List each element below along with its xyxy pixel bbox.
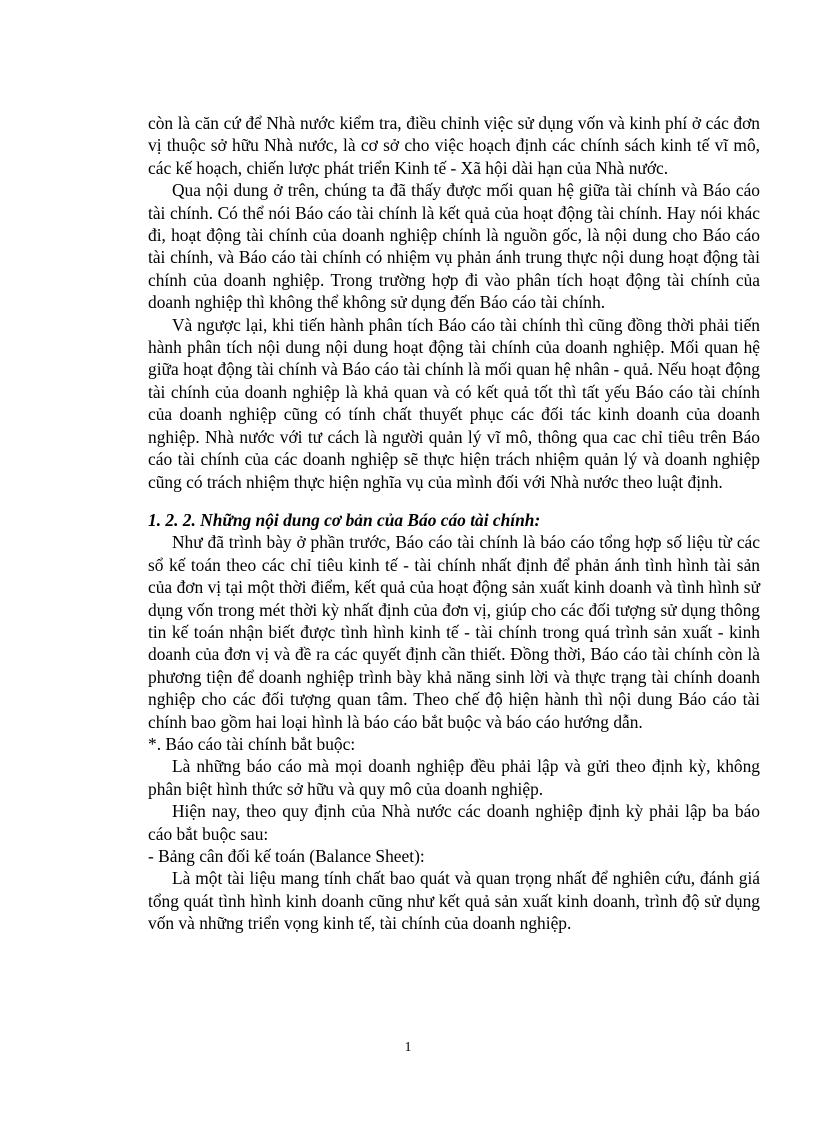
body-paragraph: Và ngược lại, khi tiến hành phân tích Báo cáo tài chính thì cũng đồng thời phải tiến hành phân tích nội dung nội dung hoạt động tài chính của doanh nghiệp. Mối quan hệ giữa hoạt động tài chính và Báo cáo tài chính là mối quan hệ nhân - quả. Nếu hoạt động tài chính của doanh nghiệp là khả quan và có kết quả tốt thì tất yếu Báo cáo tài chính của doanh nghiệp cũng có tính chất thuyết phục các đối tác kinh doanh của doanh nghiệp. Nhà nước với tư cách là người quản lý vĩ mô, thông qua cac chỉ tiêu trên Báo cáo tài chính của các doanh nghiệp sẽ thực hiện trách nhiệm quản lý và doanh nghiệp cũng có trách nhiệm thực hiện nghĩa vụ của mình đối với Nhà nước theo luật định. <box>148 314 760 492</box>
body-paragraph: Là những báo cáo mà mọi doanh nghiệp đều phải lập và gửi theo định kỳ, không phân biệt hình thức sở hữu và quy mô của doanh nghiệp. <box>148 756 760 799</box>
page-number: 1 <box>404 1040 412 1055</box>
list-item-heading: *. Báo cáo tài chính bắt buộc: <box>148 733 356 754</box>
body-paragraph: Như đã trình bày ở phần trước, Báo cáo tài chính là báo cáo tổng hợp số liệu từ các sổ kế toán theo các chỉ tiêu kinh tế - tài chính nhất định để phản ánh tình hình tài sản của đơn vị tại một thời điểm, kết quả của hoạt động sản xuất kinh doanh và tình hình sử dụng vốn trong mét thời kỳ nhất định của đơn vị, giúp cho các đối tượng sử dụng thông tin kế toán nhận biết được tình hình kinh tế - tài chính trong quá trình sản xuất - kinh doanh của đơn vị và đề ra các quyết định cần thiết. Đồng thời, Báo cáo tài chính còn là phương tiện để doanh nghiệp trình bày khả năng sinh lời và thực trạng tài chính doanh nghiệp cho các đối tượng quan tâm. Theo chế độ hiện hành thì nội dung Báo cáo tài chính bao gồm hai loại hình là báo cáo bắt buộc và báo cáo hướng dẫn. <box>148 532 760 732</box>
body-paragraph: còn là căn cứ để Nhà nước kiểm tra, điều chỉnh việc sử dụng vốn và kinh phí ở các đơn vị thuộc sở hữu Nhà nước, là cơ sở cho việc hoạch định các chính sách kinh tế vĩ mô, các kế hoạch, chiến lược phát triển Kinh tế - Xã hội dài hạn của Nhà nước. <box>148 113 760 178</box>
body-paragraph: Qua nội dung ở trên, chúng ta đã thấy được mối quan hệ giữa tài chính và Báo cáo tài chính. Có thể nói Báo cáo tài chính là kết quả của hoạt động tài chính. Hay nói khác đi, hoạt động tài chính của doanh nghiệp chính là nguồn gốc, là nội dung cho Báo cáo tài chính, và Báo cáo tài chính có nhiệm vụ phản ánh trung thực nội dung hoạt động tài chính của doanh nghiệp. Trong trường hợp đi vào phân tích hoạt động tài chính của doanh nghiệp thì không thể không sử dụng đến Báo cáo tài chính. <box>148 180 760 313</box>
section-heading: 1. 2. 2. Những nội dung cơ bản của Báo cáo tài chính: <box>148 509 541 530</box>
body-paragraph: Hiện nay, theo quy định của Nhà nước các doanh nghiệp định kỳ phải lập ba báo cáo bắt buộc sau: <box>148 801 760 844</box>
document-page <box>148 112 760 935</box>
list-item-heading: - Bảng cân đối kế toán (Balance Sheet): <box>148 846 425 866</box>
body-paragraph: Là một tài liệu mang tính chất bao quát và quan trọng nhất để nghiên cứu, đánh giá tổng quát tình hình kinh doanh cũng như kết quả sản xuất kinh doanh, trình độ sử dụng vốn và những triển vọng kinh tế, tài chính của doanh nghiệp. <box>148 868 760 934</box>
